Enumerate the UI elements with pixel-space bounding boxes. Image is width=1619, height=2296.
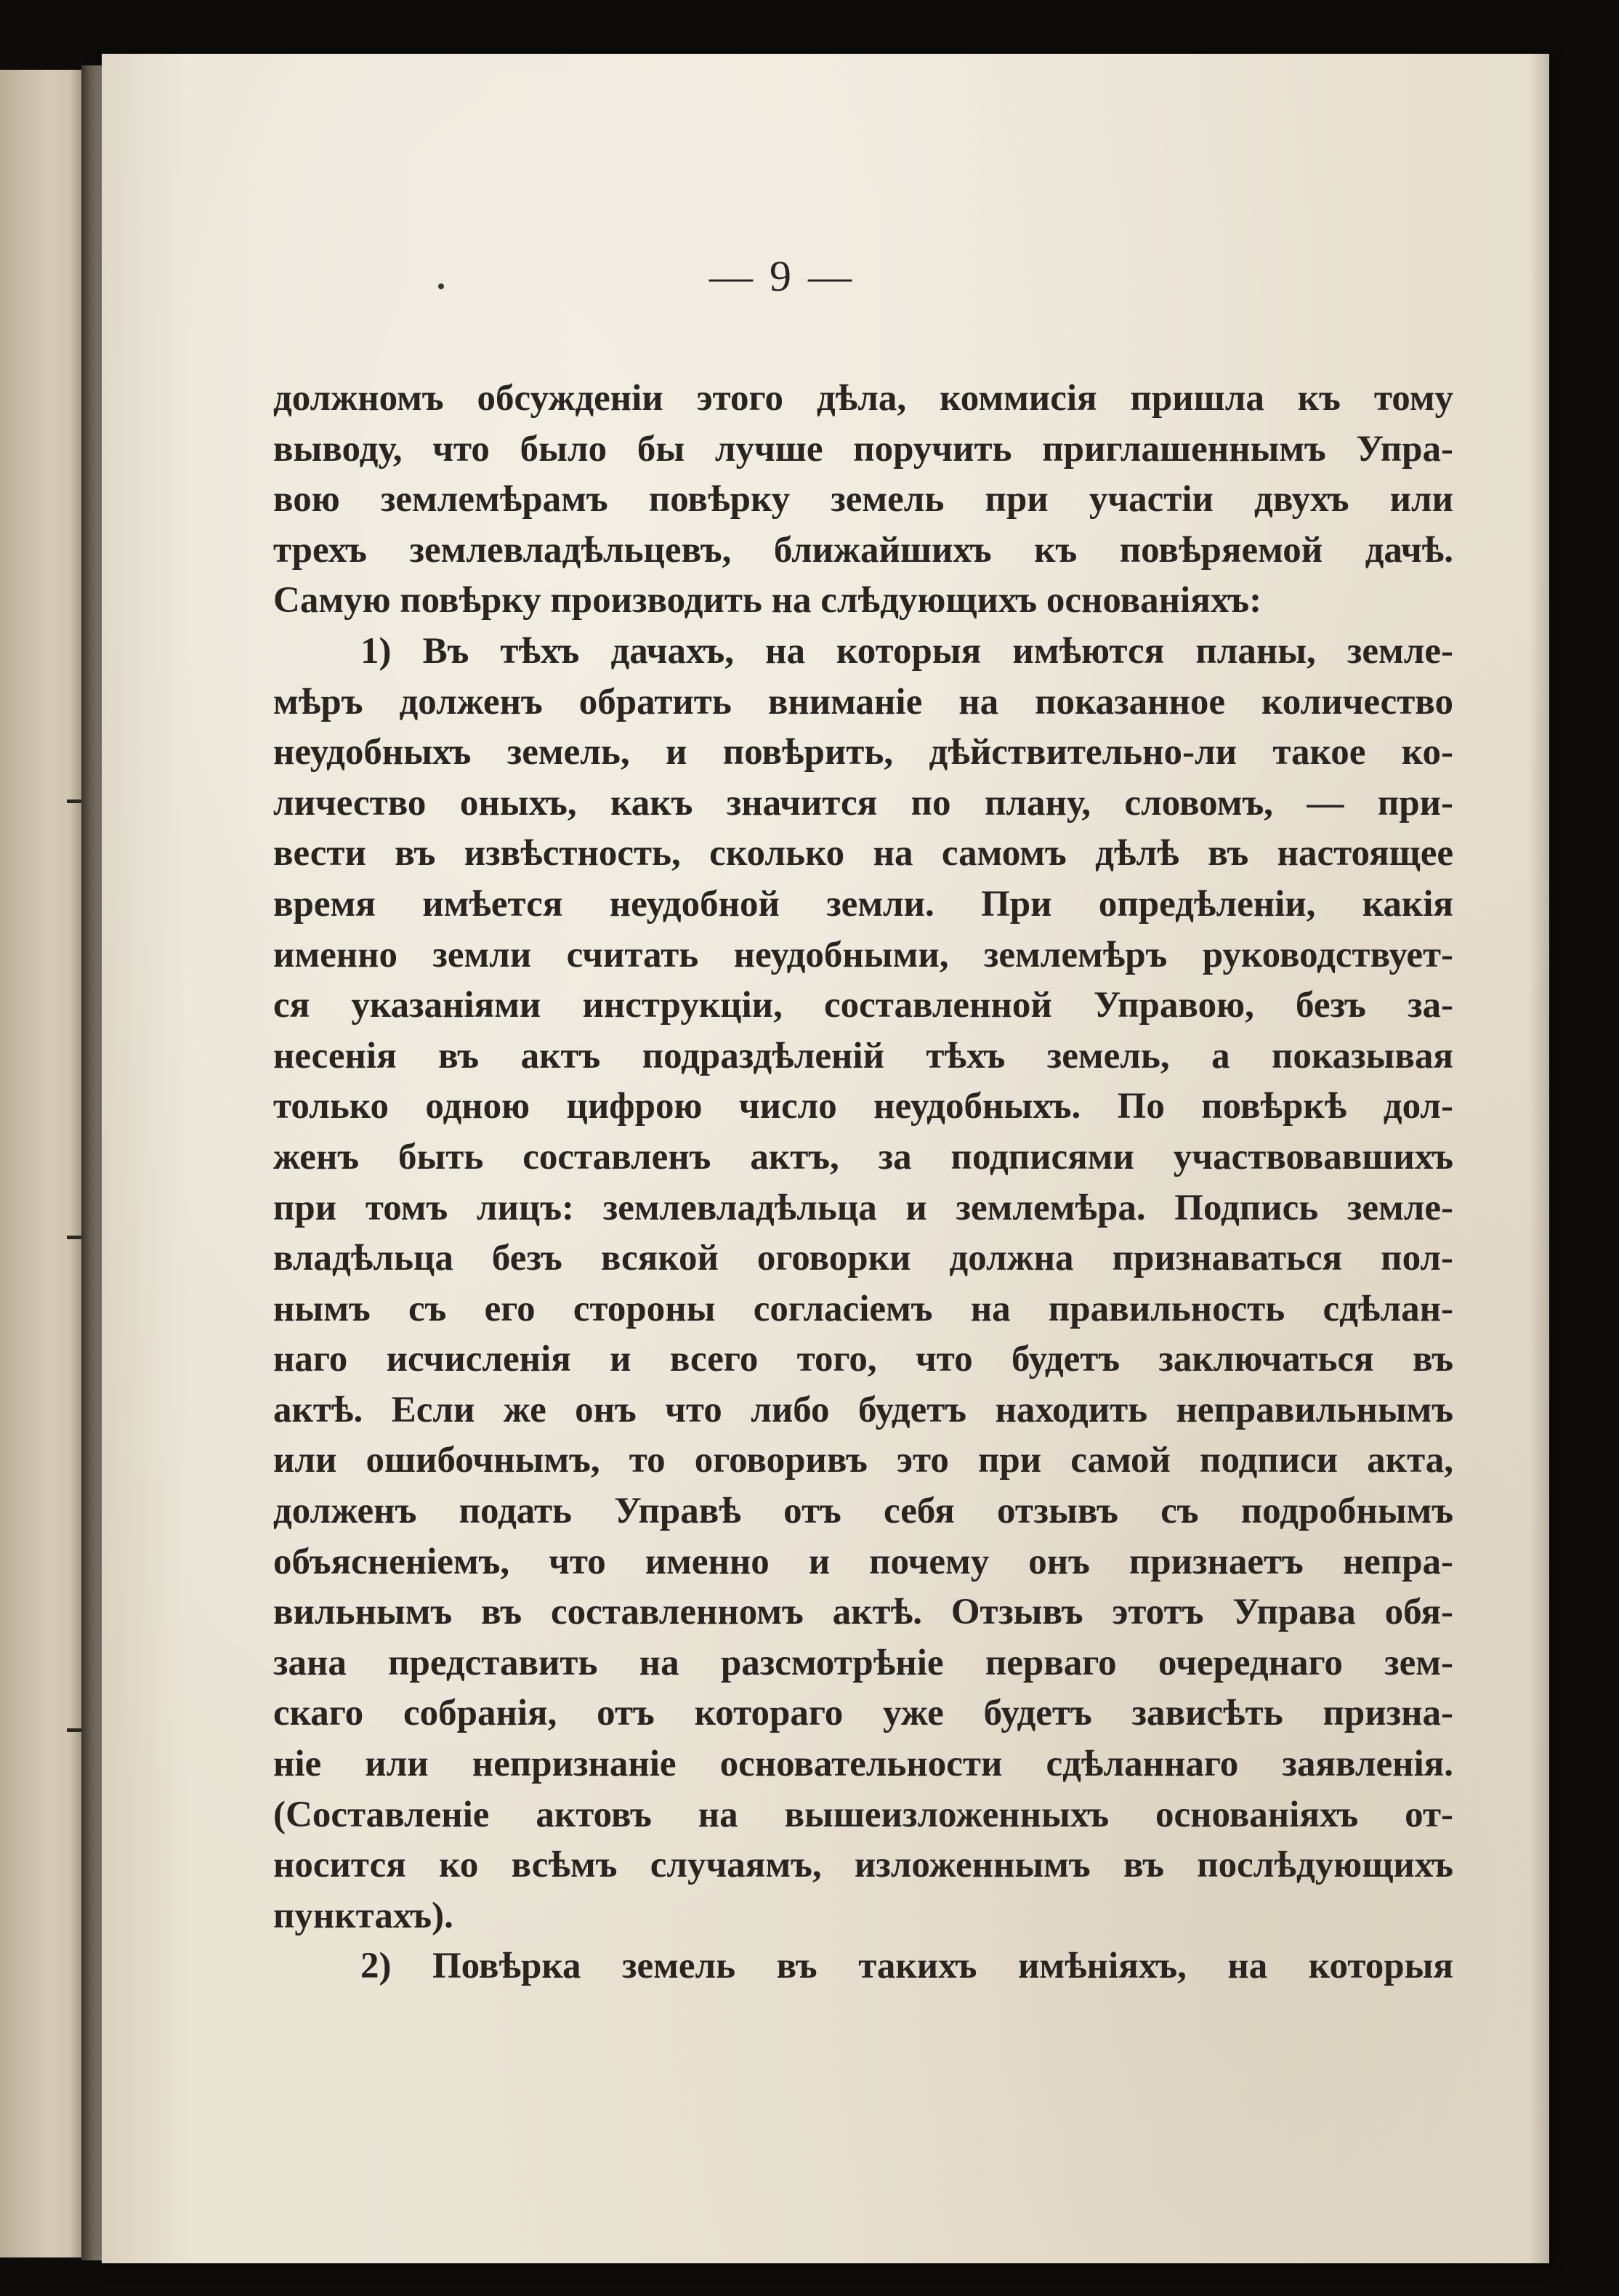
text-line: при томъ лицъ: землевладѣльца и землемѣра. Подпись земле- xyxy=(273,1187,1453,1228)
text-line: 2) Повѣрка земель въ такихъ имѣніяхъ, на которыя xyxy=(360,1946,1453,1987)
text-line: мѣръ долженъ обратить вниманіе на показанное количество xyxy=(273,681,1453,722)
text-line: актѣ. Если же онъ что либо будетъ находить неправильнымъ xyxy=(273,1389,1453,1430)
text-line: время имѣется неудобной земли. При опредѣленіи, какія xyxy=(273,883,1453,925)
text-line: объясненіемъ, что именно и почему онъ признаетъ непра- xyxy=(273,1541,1453,1582)
text-line: носится ко всѣмъ случаямъ, изложеннымъ въ послѣдующихъ xyxy=(273,1845,1453,1886)
text-line: владѣльца безъ всякой оговорки должна признаваться пол- xyxy=(273,1238,1453,1279)
text-line: вильнымъ въ составленномъ актѣ. Отзывъ этотъ Управа обя- xyxy=(273,1592,1453,1633)
page xyxy=(102,54,1549,2263)
text-line: вести въ извѣстность, сколько на самомъ дѣлѣ въ настоящее xyxy=(273,833,1453,874)
text-line: выводу, что было бы лучше поручить приглашеннымъ Упра- xyxy=(273,428,1453,470)
text-line: несенія въ актъ подраздѣленій тѣхъ земель, а показывая xyxy=(273,1035,1453,1076)
text-line: трехъ землевладѣльцевъ, ближайшихъ къ повѣряемой дачѣ. xyxy=(273,529,1453,571)
text-line: или ошибочнымъ, то оговоривъ это при самой подписи акта, xyxy=(273,1440,1453,1481)
text-line: 1) Въ тѣхъ дачахъ, на которыя имѣются планы, земле- xyxy=(360,630,1453,672)
text-line: наго исчисленія и всего того, что будетъ заключаться въ xyxy=(273,1339,1453,1380)
text-line: ся указаніями инструкціи, составленной Управою, безъ за- xyxy=(273,985,1453,1026)
text-line: скаго собранія, отъ котораго уже будетъ зависѣть призна- xyxy=(273,1693,1453,1734)
text-line: ніе или непризнаніе основательности сдѣланнаго заявленія. xyxy=(273,1744,1453,1785)
text-line: должномъ обсужденіи этого дѣла, коммисія пришла къ тому xyxy=(273,378,1453,419)
text-line: долженъ подать Управѣ отъ себя отзывъ съ подробнымъ xyxy=(273,1491,1453,1532)
text-line: Самую повѣрку производить на слѣдующихъ основаніяхъ: xyxy=(273,580,1262,621)
body-text xyxy=(273,374,1453,1992)
text-line: вою землемѣрамъ повѣрку земель при участіи двухъ или xyxy=(273,479,1453,520)
text-line: пунктахъ). xyxy=(273,1895,453,1936)
text-line: зана представить на разсмотрѣніе перваго очереднаго зем- xyxy=(273,1642,1453,1683)
page-number: — 9 — xyxy=(709,252,855,300)
left-page-edge xyxy=(0,70,87,2257)
text-line: неудобныхъ земель, и повѣрить, дѣйствительно-ли такое ко- xyxy=(273,732,1453,773)
text-line: женъ быть составленъ актъ, за подписями участвовавшихъ xyxy=(273,1136,1453,1177)
text-line: личество оныхъ, какъ значится по плану, словомъ, — при- xyxy=(273,782,1453,823)
text-line: (Составленіе актовъ на вышеизложенныхъ основаніяхъ от- xyxy=(273,1794,1453,1835)
page-edge-shadow xyxy=(1529,54,1549,2263)
text-line: нымъ съ его стороны согласіемъ на правильность сдѣлан- xyxy=(273,1288,1453,1329)
text-line: только одною цифрою число неудобныхъ. По повѣркѣ дол- xyxy=(273,1086,1453,1127)
text-line: именно земли считать неудобными, землемѣръ руководствует- xyxy=(273,934,1453,975)
